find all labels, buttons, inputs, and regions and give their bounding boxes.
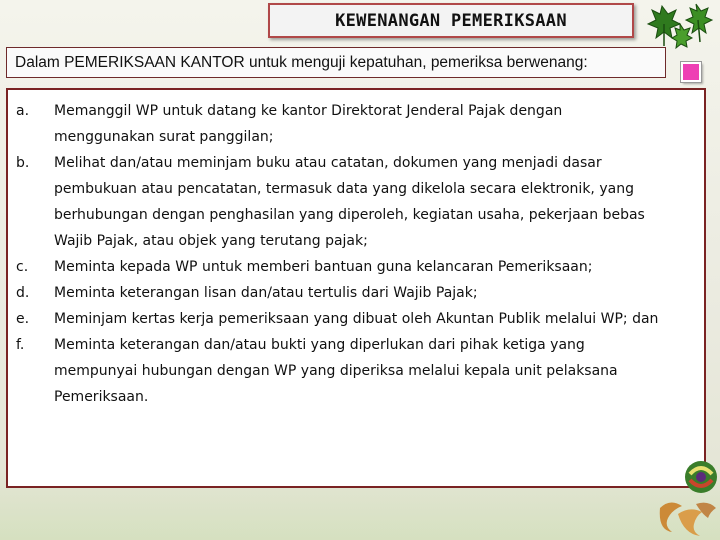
- list-item: [12, 98, 696, 150]
- leaf-cluster-icon: [640, 0, 720, 50]
- list-item: [12, 280, 696, 306]
- list-item-text: [54, 332, 618, 410]
- content-box: [6, 88, 706, 488]
- list-item-line: Meminta kepada WP untuk memberi bantuan guna kelancaran Pemeriksaan;: [54, 259, 593, 275]
- list-item-text: [54, 254, 592, 280]
- list-item-line: pembukuan atau pencatatan, termasuk data yang dikelola secara elektronik, yang: [54, 181, 634, 197]
- list-item-line: Wajib Pajak, atau objek yang terutang pajak;: [54, 233, 368, 249]
- list-item-line: Melihat dan/atau meminjam buku atau catatan, dokumen yang menjadi dasar: [54, 155, 602, 171]
- list-item-line: Pemeriksaan.: [54, 389, 149, 405]
- list-item-line: mempunyai hubungan dengan WP yang diperiksa melalui kepala unit pelaksana: [54, 363, 618, 379]
- title-box: [268, 3, 634, 38]
- list-item-line: Meminjam kertas kerja pemeriksaan yang dibuat oleh Akuntan Publik melalui WP; dan: [54, 311, 659, 327]
- list-item-text: [54, 280, 478, 306]
- list-item: [12, 306, 696, 332]
- list-item-text: [54, 306, 658, 332]
- intro-box: [6, 47, 666, 78]
- list-item-text: [54, 150, 645, 254]
- page-title: KEWENANGAN PEMERIKSAAN: [335, 10, 567, 31]
- list-item-line: Meminta keterangan lisan dan/atau tertulis dari Wajib Pajak;: [54, 285, 478, 301]
- list-item: [12, 332, 696, 410]
- list-item-marker: c.: [16, 259, 29, 275]
- swirl-logo-icon: [682, 458, 720, 496]
- list-item: [12, 254, 696, 280]
- list-item-line: menggunakan surat panggilan;: [54, 129, 274, 145]
- list-item-marker: a.: [16, 103, 30, 119]
- leaf-icon: [672, 24, 692, 48]
- list-item-marker: b.: [16, 155, 30, 171]
- list-item-marker: f.: [16, 337, 25, 353]
- list-item-marker: d.: [16, 285, 30, 301]
- pink-square-marker: [681, 62, 701, 82]
- list-item-text: [54, 98, 562, 150]
- intro-text: Dalam PEMERIKSAAN KANTOR untuk menguji kepatuhan, pemeriksa berwenang:: [15, 53, 588, 71]
- list-item-line: Memanggil WP untuk datang ke kantor Direktorat Jenderal Pajak dengan: [54, 103, 563, 119]
- list-item-line: berhubungan dengan penghasilan yang diperoleh, kegiatan usaha, pekerjaan bebas: [54, 207, 645, 223]
- list-item-marker: e.: [16, 311, 30, 327]
- brand-logo-icon: [650, 496, 720, 540]
- list-item-line: Meminta keterangan dan/atau bukti yang diperlukan dari pihak ketiga yang: [54, 337, 585, 353]
- authority-list: [12, 98, 696, 410]
- list-item: [12, 150, 696, 254]
